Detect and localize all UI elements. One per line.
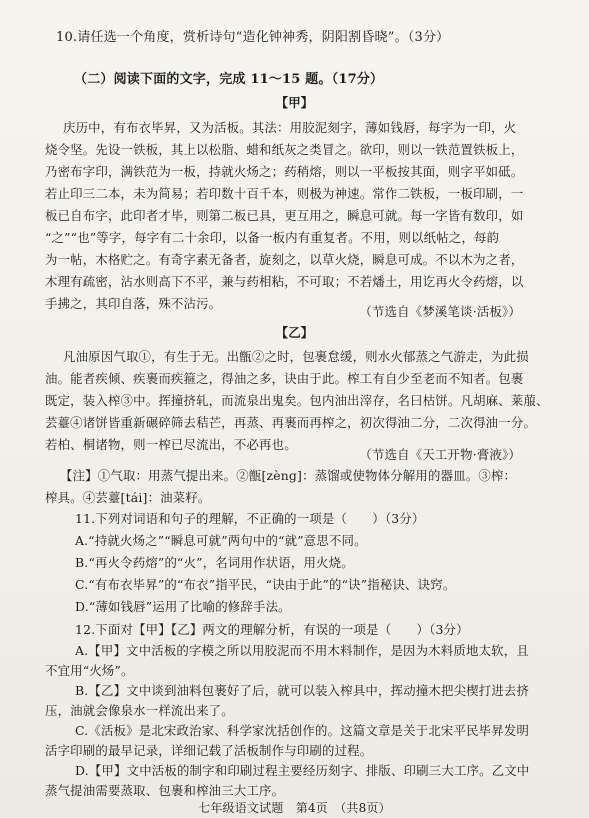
page-footer: 七年级语文试题 第4页 （共8页） (198, 801, 391, 815)
passage-yi-title: 【乙】 (275, 325, 314, 340)
question-12-line: C.《活板》是北宋政治家、科学家沈括创作的。这篇文章是关于北宋平民毕昇发明 (75, 723, 530, 738)
question-12-line: 蒸气提油需要蒸取、包裹和榨油三大工序。 (45, 783, 285, 798)
passage-jia-line: 木理有疏密，沾水则高下不平，兼与药相粘，不可取；不若燔土，用讫再火令药熔，以 (45, 274, 524, 289)
passage-jia-line: 烧令坚。先设一铁板，其上以松脂、蜡和纸灰之类冒之。欲印，则以一铁范置铁板上， (45, 142, 524, 157)
passage-yi-line: 油。能者疾倾、疾裹而疾箍之，得油之多，诀由于此。榨工有自少至老而不知者。包裹 (45, 371, 524, 386)
question-12-line: 压，油就会像泉水一样流出来了。 (45, 703, 234, 718)
passage-jia-line: “之”“也”等字，每字有二十余印，以备一板内有重复者。不用，则以纸帖之，每韵 (45, 230, 500, 245)
passage-jia-title: 【甲】 (275, 95, 314, 110)
passage-jia-line: 若止印三二本，未为简易；若印数十百千本，则极为神速。常作二铁板，一板印刷，一 (45, 186, 524, 201)
question-11-option: B.“再火令药熔”的“火”，名词用作状语，用火烧。 (75, 555, 354, 570)
passage-yi-source: （节选自《天工开物·膏液》） (359, 447, 521, 462)
notes-line: 榨具。④芸薹[tái]：油菜籽。 (45, 490, 211, 505)
passage-jia-source: （节选自《梦溪笔谈·活板》） (359, 304, 521, 319)
passage-yi-line: 芸薹④诸饼皆重新碾碎筛去秸芒，再蒸、再裹而再榨之，初次得油二分，二次得油一分。 (45, 415, 537, 430)
passage-jia-line: 为一帖，木格贮之。有奇字素无备者，旋刻之，以草火烧，瞬息可成。不以木为之者， (45, 252, 524, 267)
passage-jia-line: 庆历中，有布衣毕昇，又为活板。其法：用胶泥刻字，薄如钱唇，每字为一印，火 (63, 120, 517, 135)
question-11-option: D.“薄如钱唇”运用了比喻的修辞手法。 (75, 599, 291, 614)
question-11-option: C.“有布衣毕昇”的“布衣”指平民，“诀由于此”的“诀”指秘诀、诀窍。 (75, 577, 456, 592)
notes-line: 【注】①气取：用蒸气提出来。②甑[zèng]：蒸馏或使物体分解用的器皿。③榨： (60, 468, 517, 483)
question-12-line: B.【乙】文中谈到油料包裹好了后，就可以装入榨具中，挥动撞木把尖楔打进去挤 (75, 683, 530, 698)
passage-jia-line: 乃密布字印，满铁范为一板，持就火炀之；药稍熔，则以一平板按其面，则字平如砥。 (45, 164, 524, 179)
passage-yi-line: 既定，装入榨③中。挥撞挤轧，而流泉出鬼矣。包内油出滓存，名曰枯饼。凡胡麻、莱菔、 (45, 393, 549, 408)
passage-jia-line: 板已自布字，此印者才毕，则第二板已具，更互用之，瞬息可就。每一字皆有数印，如 (45, 208, 524, 223)
question-11: 11.下列对词语和句子的理解，不正确的一项是（ ）（3分） (75, 511, 425, 526)
passage-yi-line: 凡油原因气取①，有生于无。出甑②之时，包裹怠缓，则水火郁蒸之气游走，为此损 (63, 349, 529, 364)
question-10: 10.请任选一个角度，赏析诗句“造化钟神秀，阴阳割昏晓”。（3分） (56, 30, 450, 45)
passage-yi-line: 若柏、桐诸物，则一榨已尽流出，不必再也。 (45, 437, 297, 452)
question-12-line: 活字印刷的最早记录，详细记载了活板制作与印刷的过程。 (45, 743, 373, 758)
section-2-heading: （二）阅读下面的文字，完成 11～15 题。（17分） (74, 72, 384, 87)
passage-jia-line: 手拂之，其印自落，殊不沾污。 (45, 296, 222, 311)
question-12: 12.下面对【甲】【乙】两文的理解分析，有误的一项是（ ）（3分） (75, 622, 469, 637)
question-12-line: 不宜用“火炀”。 (45, 663, 134, 678)
question-12-line: D.【甲】文中活板的制字和印刷过程主要经历刻字、排版、印刷三大工序。乙文中 (75, 763, 530, 778)
question-12-line: A.【甲】文中活板的字模之所以用胶泥而不用木料制作，是因为木料质地太软，且 (75, 643, 529, 658)
question-11-option: A.“持就火炀之”“瞬息可就”两句中的“就”意思不同。 (75, 533, 367, 548)
